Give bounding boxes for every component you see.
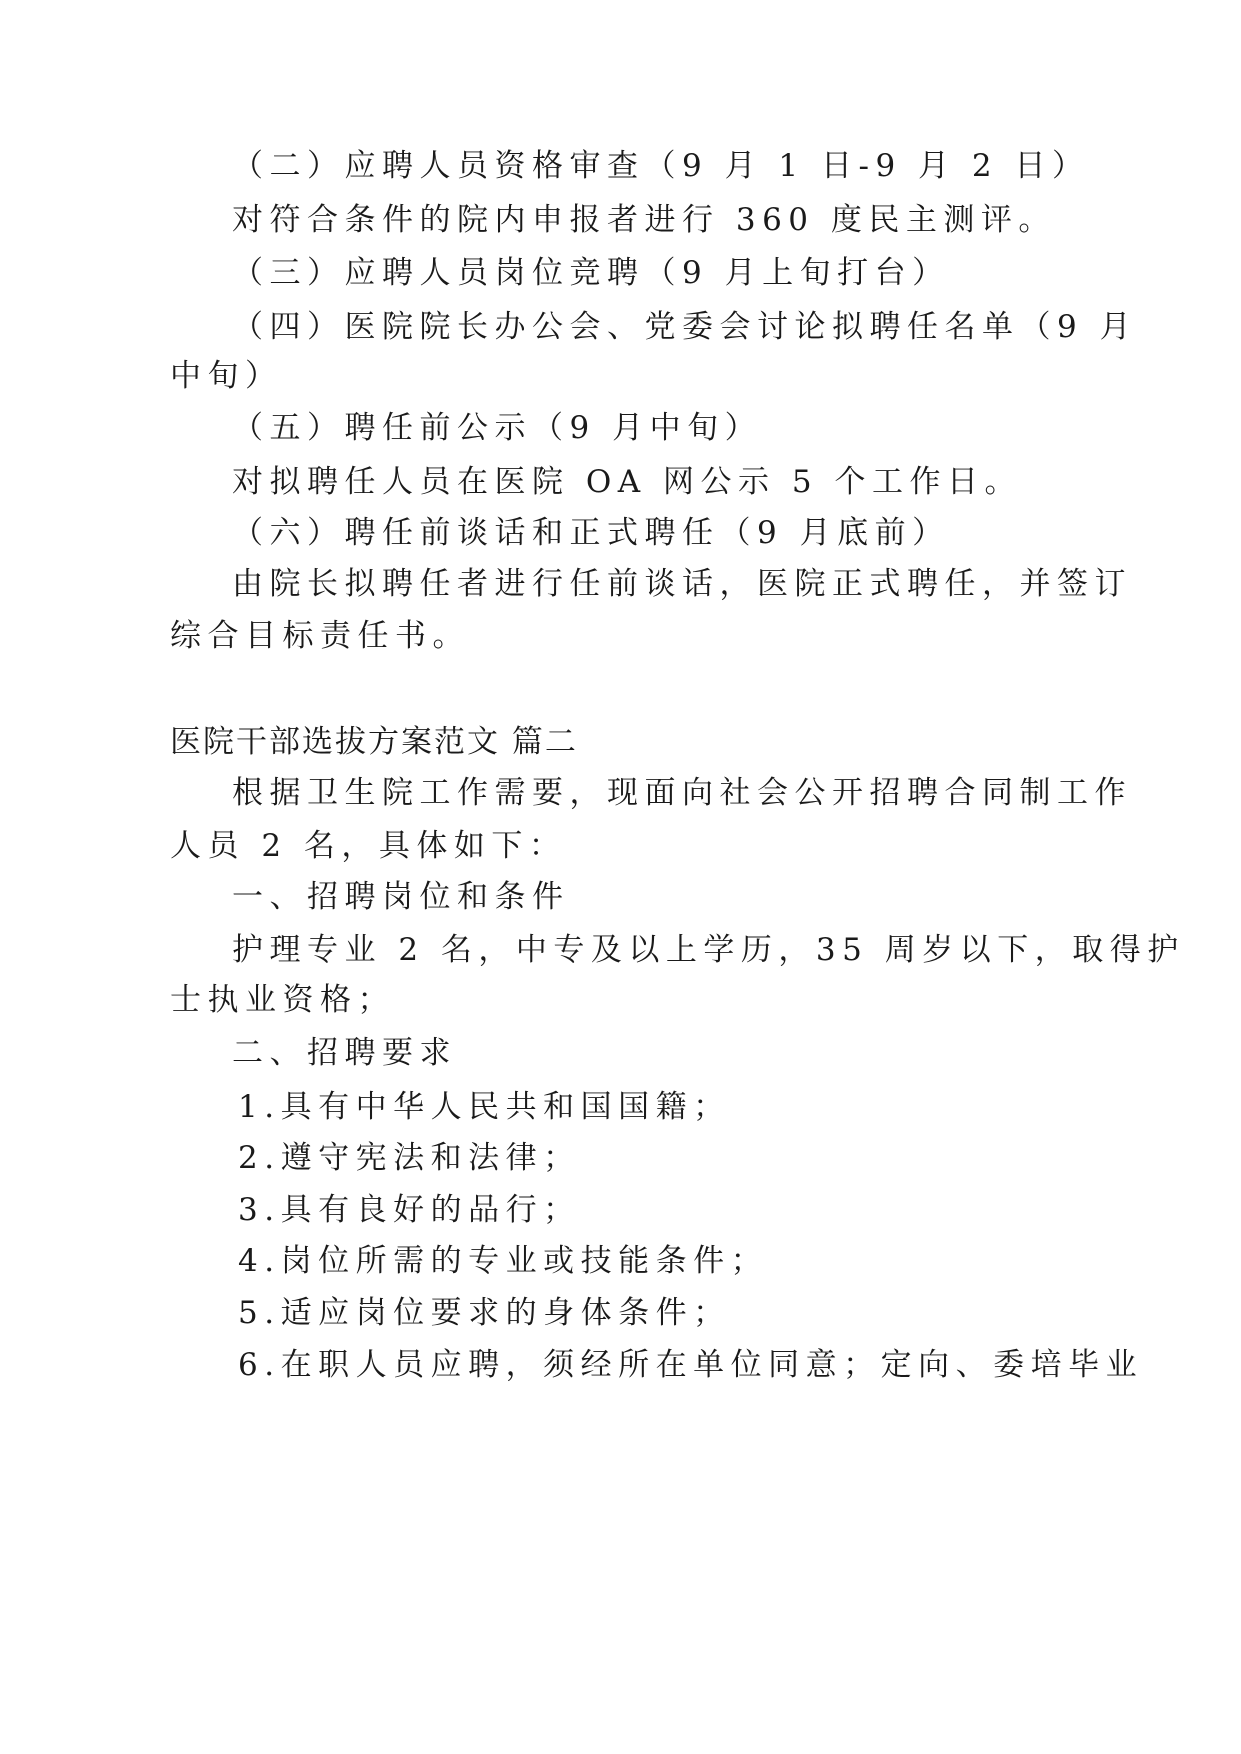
item5-body: 对拟聘任人员在医院 OA 网公示 5 个工作日。 [232,464,1022,500]
intro-line1: 根据卫生院工作需要，现面向社会公开招聘合同制工作 [232,775,1132,811]
part2-title: 二、招聘要求 [232,1035,457,1071]
item6-title: （六）聘任前谈话和正式聘任（9 月底前） [232,515,950,551]
requirement-item: 3.具有良好的品行； [238,1192,581,1228]
requirement-item: 1.具有中华人民共和国国籍； [238,1089,731,1125]
part1-body-line2: 士执业资格； [170,982,395,1018]
requirement-item: 4.岗位所需的专业或技能条件； [238,1243,769,1279]
item2-title: （二）应聘人员资格审查（9 月 1 日-9 月 2 日） [232,148,1090,184]
intro-line2: 人员 2 名，具体如下： [170,828,567,864]
part1-title: 一、招聘岗位和条件 [232,879,570,915]
requirement-item: 5.适应岗位要求的身体条件； [238,1295,731,1331]
item4-title-line1: （四）医院院长办公会、党委会讨论拟聘任名单（9 月 [232,309,1138,345]
item5-title: （五）聘任前公示（9 月中旬） [232,410,763,446]
item4-title-line2: 中旬） [170,358,283,394]
part1-body-line1: 护理专业 2 名，中专及以上学历，35 周岁以下，取得护 [232,932,1185,968]
item2-body: 对符合条件的院内申报者进行 360 度民主测评。 [232,202,1056,238]
item6-body-line1: 由院长拟聘任者进行任前谈话，医院正式聘任，并签订 [232,566,1132,602]
requirement-item: 6.在职人员应聘，须经所在单位同意；定向、委培毕业 [238,1347,1144,1383]
section-heading: 医院干部选拔方案范文 篇二 [170,724,578,760]
item6-body-line2: 综合目标责任书。 [170,618,470,654]
requirement-item: 2.遵守宪法和法律； [238,1140,581,1176]
item3-title: （三）应聘人员岗位竞聘（9 月上旬打台） [232,255,950,291]
